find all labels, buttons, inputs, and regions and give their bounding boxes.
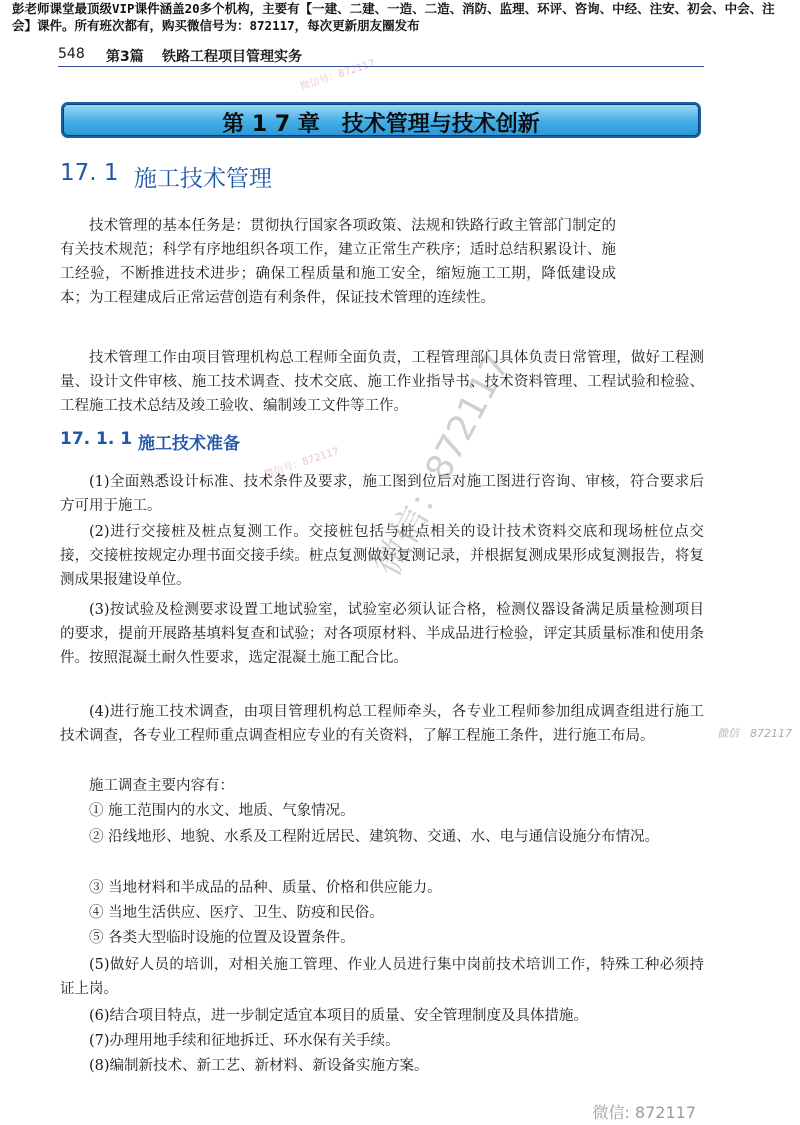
list-item-7: (7)办理用地手续和征地拆迁、环水保有关手续。 [89, 1033, 400, 1049]
list-item-1: (1)全面熟悉设计标准、技术条件及要求，施工图到位后对施工图进行咨询、审核，符合要求后方可用于施工。 [60, 474, 704, 514]
chapter-title-bar [61, 102, 701, 138]
chapter-title: 第 1 7 章 技术管理与技术创新 [222, 112, 540, 137]
intro-paragraph-2: 技术管理工作由项目管理机构总工程师全面负责，工程管理部门具体负责日常管理，做好工程测量、设计文件审核、施工技术调查、技术交底、施工作业指导书、技术资料管理、工程试验和检验、工程施工技术总结及竣工验收、编制竣工文件等工作。 [60, 350, 704, 414]
subsection-number: 17. 1. 1 [60, 429, 133, 449]
survey-item-2: ② 沿线地形、地貌、水系及工程附近居民、建筑物、交通、水、电与通信设施分布情况。 [89, 829, 660, 845]
survey-item-4: ④ 当地生活供应、医疗、卫生、防疫和民俗。 [89, 905, 384, 921]
small-watermark-1: 微信号：872117 [298, 58, 377, 93]
part-label: 第3篇 [106, 49, 144, 65]
survey-item-3: ③ 当地材料和半成品的品种、质量、价格和供应能力。 [89, 880, 442, 896]
center-watermark: 微信：872117 [367, 347, 519, 584]
bottom-watermark: 微信: 872117 [592, 1103, 696, 1122]
section-title: 施工技术管理 [134, 166, 272, 192]
promo-banner: 彭老师课堂最顶级VIP课件涵盖20多个机构，主要有【一建、二建、一造、二造、消防、监理、环评、咨询、中经、注安、初会、中会、注会】课件。所有班次都有，购买微信号为：872117，每次更新朋友圈发布 [12, 1, 775, 33]
list-item-3: (3)按试验及检测要求设置工地试验室，试验室必须认证合格，检测仪器设备满足质量检测项目的要求，提前开展路基填料复查和试验；对各项原材料、半成品进行检验，评定其质量标准和使用条件。按照混凝土耐久性要求，选定混凝土施工配合比。 [60, 602, 704, 666]
running-head [58, 46, 704, 67]
survey-intro: 施工调查主要内容有： [89, 778, 234, 794]
list-item-2: (2)进行交接桩及桩点复测工作。交接桩包括与桩点相关的设计技术资料交底和现场桩位点交接，交接桩按规定办理书面交接手续。桩点复测做好复测记录，并根据复测成果形成复测报告，将复测成果报建设单位。 [60, 524, 704, 588]
list-item-5: (5)做好人员的培训，对相关施工管理、作业人员进行集中岗前技术培训工作，特殊工种必须持证上岗。 [60, 957, 704, 997]
part-title: 铁路工程项目管理实务 [162, 49, 302, 65]
small-watermark-2: 微信号：872117 [262, 446, 341, 481]
side-watermark: 微信 872117 [717, 727, 792, 740]
list-item-4: (4)进行施工技术调查，由项目管理机构总工程师牵头，各专业工程师参加组成调查组进行施工技术调查，各专业工程师重点调查相应专业的有关资料，了解工程施工条件，进行施工布局。 [60, 704, 704, 744]
list-item-6: (6)结合项目特点，进一步制定适宜本项目的质量、安全管理制度及具体措施。 [89, 1008, 589, 1024]
survey-item-1: ① 施工范围内的水文、地质、气象情况。 [89, 803, 355, 819]
list-item-8: (8)编制新技术、新工艺、新材料、新设备实施方案。 [89, 1058, 429, 1074]
intro-paragraph-1: 技术管理的基本任务是：贯彻执行国家各项政策、法规和铁路行政主管部门制定的有关技术规范；科学有序地组织各项工作，建立正常生产秩序；适时总结积累设计、施工经验，不断推进技术进步；确保工程质量和施工安全，缩短施工工期，降低建设成本；为工程建成后正常运营创造有利条件，保证技术管理的连续性。 [60, 218, 616, 306]
survey-item-5: ⑤ 各类大型临时设施的位置及设置条件。 [89, 930, 355, 946]
page-number: 548 [58, 46, 85, 62]
section-number: 17. 1 [60, 160, 119, 186]
subsection-title: 施工技术准备 [138, 434, 240, 454]
